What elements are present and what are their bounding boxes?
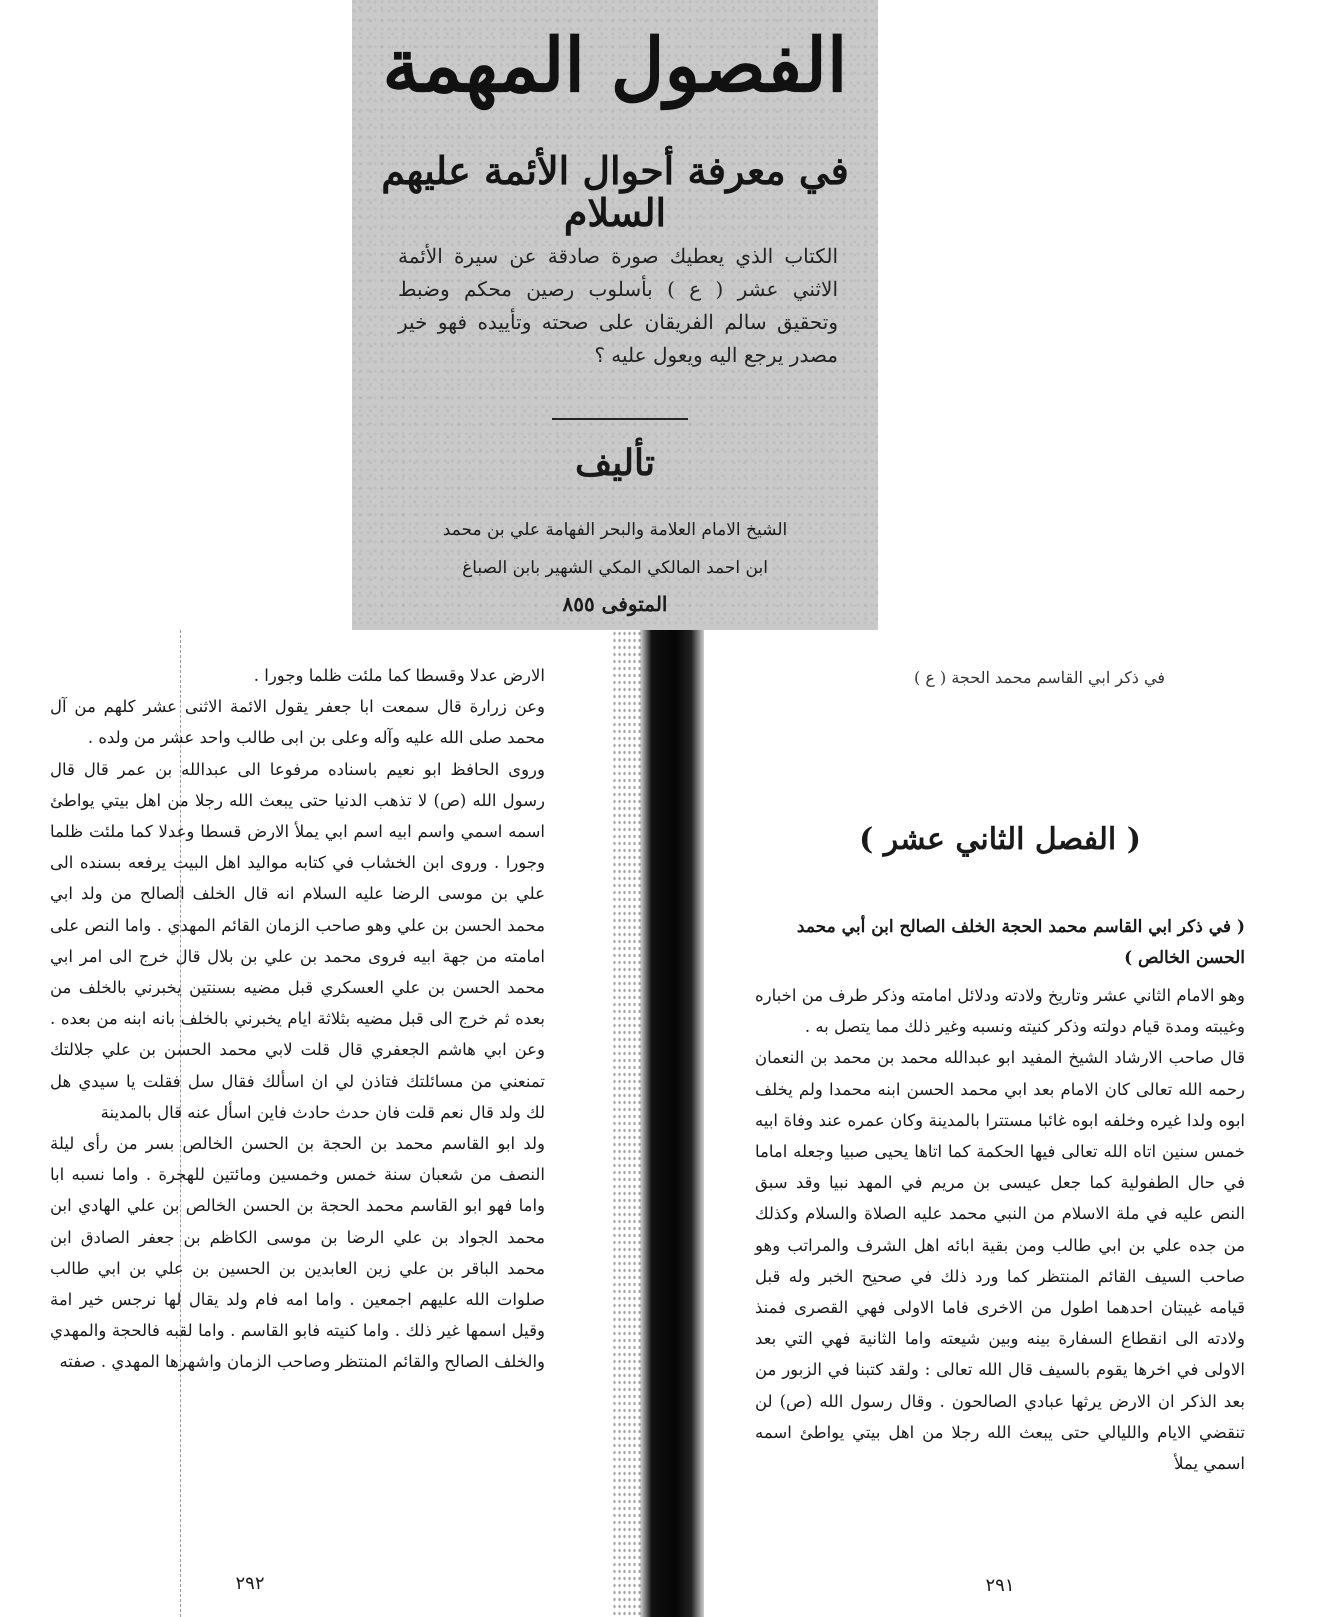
book-gutter-shadow [640,630,704,1617]
running-head: في ذكر ابي القاسم محمد الحجة ( ع ) [914,668,1165,687]
author-label: تأليف [574,442,656,484]
right-paragraph: وهو الامام الثاني عشر وتاريخ ولادته ودلائل امامته وذكر طرف من اخباره وغيبته ومدة قيام دولته وذكر كنيته ونسبه وغير ذلك مما يتصل به . [755,986,1245,1037]
title-page-scan [352,0,878,630]
left-paragraph: وروى الحافظ ابو نعيم باسناده مرفوعا الى عبدالله بن عمر قال قال رسول الله (ص) لا تذهب الدنيا حتى يبعث الله رجلا من اهل بيتي يواطئ اسمه اسمي واسم ابيه اسم ابي يملأ الارض قسطا وعدلا كما ملئت ظلما وجورا . وروى ابن الخشاب في كتابه مواليد اهل البيت يرفعه بسنده الى علي بن موسى الرضا عليه السلام انه قال الخلف الصالح من ولد ابي محمد الحسن بن علي وهو صاحب الزمان القائم المهدي . واما النص على امامته من جهة ابيه فروى محمد بن علي بن بلال قال خرج الى امر ابي محمد الحسن بن علي العسكري قبل مضيه بسنتين يخبرني بالخلف من بعده ثم خرج الى قبل مضيه بثلاثة ايام يخبرني بالخلف بانه ابنه من بعده . وعن ابي هاشم الجعفري قال قلت لابي محمد الحسن بن علي جلالتك تمنعني من مسائلتك فتاذن لي ان اسألك فقال سل فقلت يا سيدي هل لك ولد قال نعم قلت فان حدث حادث فاين اسأل عنه قال بالمدينة [50,759,545,1122]
right-page-number: ٢٩١ [985,1575,1015,1596]
left-page-body [50,660,545,1378]
title-divider [552,418,688,420]
left-page-number: ٢٩٢ [235,1573,265,1594]
right-page [755,630,1245,1617]
book-subtitle: في معرفة أحوال الأئمة عليهم السلام [381,148,849,235]
right-paragraph: قال صاحب الارشاد الشيخ المفيد ابو عبدالله محمد بن محمد بن النعمان رحمه الله تعالى كان الامام بعد ابي محمد الحسن ابنه محمدا ولم يخلف ابوه ولدا غيره وخلفه ابوه غائبا مستترا بالمدينة وكان عمره عند وفاة ابيه خمس سنين اتاه الله تعالى فيها الحكمة كما اتاها يحيى صبيا وجعله اماما في حال الطفولية كما جعل عيسى بن مريم في المهد نبيا وقد سبق النص عليه في ملة الاسلام من النبي محمد عليه الصلاة والسلام وكذلك من جده علي بن ابي طالب ومن بقية ابائه اهل الشرف والمراتب وهو صاحب السيف القائم المنتظر كما ورد ذلك في صحيح الخبر وله قبل قيامه غيبتان احدهما اطول من الاخرى فاما الاولى فهي القصرى فمنذ ولادته الى انقطاع السفارة بينه وبين شيعته واما الثانية فهي التي بعد الاولى في اخرها يقوم بالسيف قال الله تعالى : ولقد كتبنا في الزبور من بعد الذكر ان الارض يرثها عبادي الصالحون . وقال رسول الله (ص) لن تنقضي الايام والليالي حتى يبعث الله رجلا من اهل بيتي يواطئ اسمه اسمي يملأ [755,1048,1245,1474]
book-title: الفصول المهمة [382,23,848,109]
left-page [50,630,545,1617]
left-paragraph: ولد ابو القاسم محمد بن الحجة بن الحسن الخالص بسر من رأى ليلة النصف من شعبان سنة خمس وخمسين ومائتين للهجرة . واما نسبه ابا واما فهو ابو القاسم محمد الحجة بن الحسن الخالص بن علي الهادي ابن محمد الجواد بن علي الرضا بن موسى الكاظم بن جعفر الصادق ابن محمد الباقر بن علي زين العابدين بن الحسين بن علي بن ابي طالب صلوات الله عليهم اجمعين . واما امه فام ولد يقال لها نرجس خير امة وقيل اسمها غير ذلك . واما كنيته فابو القاسم . واما لقبه فالحجة والمهدي والخلف الصالح والقائم المنتظر وصاحب الزمان واشهرها المهدي . صفته [50,1134,545,1372]
right-page-body [755,980,1245,1479]
left-paragraph: وعن زرارة قال سمعت ابا جعفر يقول الائمة الاثنى عشر كلهم من آل محمد صلى الله عليه وآله وعلى بن ابى طالب واحد عشر من ولده . [50,697,545,748]
author-line-1: الشيخ الامام العلامة والبحر الفهامة علي بن محمد [442,520,788,540]
author-death-year: المتوفى ٨٥٥ [562,592,668,616]
gutter-noise [612,630,642,1617]
left-paragraph: الارض عدلا وقسطا كما ملئت ظلما وجورا . [253,666,545,685]
book-description: الكتاب الذي يعطيك صورة صادقة عن سيرة الأئمة الاثني عشر ( ع ) بأسلوب رصين محكم وضبط وتحقيق سالم الفريقان على صحته وتأييده فهو خير مصدر يرجع اليه ويعول عليه ؟ [398,244,838,367]
chapter-heading: ( الفصل الثاني عشر ) [859,822,1141,857]
author-line-2: ابن احمد المالكي المكي الشهير بابن الصباغ [462,558,768,578]
chapter-title: ( في ذكر ابي القاسم محمد الحجة الخلف الصالح ابن أبي محمد الحسن الخالص ) [796,917,1245,968]
